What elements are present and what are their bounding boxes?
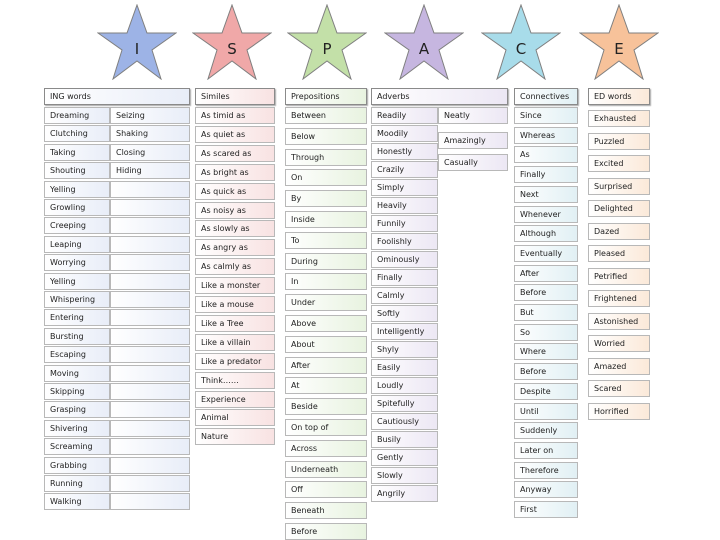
preposition-cell: In	[285, 273, 367, 290]
ing-word-cell: Running	[44, 475, 110, 492]
preposition-cell: Under	[285, 294, 367, 311]
preposition-cell: Before	[285, 523, 367, 540]
ing-word-cell	[110, 401, 190, 418]
ing-word-cell: Shivering	[44, 420, 110, 437]
connective-cell: Before	[514, 363, 578, 380]
adverb-cell: Casually	[438, 154, 508, 171]
simile-cell: As scared as	[195, 145, 275, 162]
ing-word-cell	[110, 254, 190, 271]
star-s	[192, 4, 272, 80]
adverb-cell: Amazingly	[438, 132, 508, 149]
ed-word-cell: Excited	[588, 155, 650, 172]
ed-word-cell: Delighted	[588, 200, 650, 217]
ing-word-cell: Taking	[44, 144, 110, 161]
adverb-cell: Softly	[371, 305, 438, 322]
adverb-cell: Shyly	[371, 341, 438, 358]
prepositions-header: Prepositions	[285, 88, 367, 105]
connective-cell: So	[514, 324, 578, 341]
preposition-cell: About	[285, 336, 367, 353]
ing-word-cell	[110, 457, 190, 474]
ing-word-cell	[110, 493, 190, 510]
ing-word-cell	[110, 346, 190, 363]
similes-header: Similes	[195, 88, 275, 105]
ed-word-cell: Dazed	[588, 223, 650, 240]
adverb-cell: Funnily	[371, 215, 438, 232]
connective-cell: Whenever	[514, 206, 578, 223]
ing-word-cell: Dreaming	[44, 107, 110, 124]
ing-word-cell	[110, 420, 190, 437]
ing-word-cell: Escaping	[44, 346, 110, 363]
connective-cell: First	[514, 501, 578, 518]
simile-cell: As slowly as	[195, 220, 275, 237]
preposition-cell: On top of	[285, 419, 367, 436]
ing-word-cell: Walking	[44, 493, 110, 510]
connective-cell: Finally	[514, 166, 578, 183]
ing-word-cell	[110, 383, 190, 400]
ing-word-cell: Seizing	[110, 107, 190, 124]
adverb-cell: Calmly	[371, 287, 438, 304]
ed-words-header: ED words	[588, 88, 650, 105]
star-letter: P	[322, 40, 332, 58]
adverb-cell: Cautiously	[371, 413, 438, 430]
ed-word-cell: Frightened	[588, 290, 650, 307]
ing-word-cell	[110, 236, 190, 253]
star-letter: I	[134, 40, 140, 58]
ing-word-cell	[110, 365, 190, 382]
ing-word-cell	[110, 199, 190, 216]
connective-cell: As	[514, 146, 578, 163]
ed-word-cell: Petrified	[588, 268, 650, 285]
simile-cell: Like a mouse	[195, 296, 275, 313]
preposition-cell: Beneath	[285, 502, 367, 519]
connective-cell: Since	[514, 107, 578, 124]
preposition-cell: Below	[285, 128, 367, 145]
simile-cell: As bright as	[195, 164, 275, 181]
ing-word-cell: Yelling	[44, 273, 110, 290]
ing-word-cell	[110, 309, 190, 326]
star-letter: E	[614, 40, 624, 58]
adverb-cell: Gently	[371, 449, 438, 466]
adverb-cell: Ominously	[371, 251, 438, 268]
ed-word-cell: Scared	[588, 380, 650, 397]
star-header-row	[0, 0, 720, 90]
ing-word-cell: Screaming	[44, 438, 110, 455]
ing-word-cell	[110, 291, 190, 308]
connective-cell: Where	[514, 343, 578, 360]
connective-cell: Despite	[514, 383, 578, 400]
ing-word-cell: Whispering	[44, 291, 110, 308]
adverb-cell: Angrily	[371, 485, 438, 502]
adverb-cell: Loudly	[371, 377, 438, 394]
ing-word-cell: Hiding	[110, 162, 190, 179]
connective-cell: Although	[514, 225, 578, 242]
star-letter: A	[418, 40, 430, 58]
simile-cell: As timid as	[195, 107, 275, 124]
preposition-cell: To	[285, 232, 367, 249]
adverb-cell: Finally	[371, 269, 438, 286]
ed-word-cell: Horrified	[588, 403, 650, 420]
star-i	[97, 4, 177, 80]
adverb-cell: Crazily	[371, 161, 438, 178]
adverb-cell: Foolishly	[371, 233, 438, 250]
adverb-cell: Slowly	[371, 467, 438, 484]
ed-word-cell: Pleased	[588, 245, 650, 262]
star-e	[579, 4, 659, 80]
simile-cell: As angry as	[195, 239, 275, 256]
connective-cell: Next	[514, 186, 578, 203]
ing-word-cell	[110, 328, 190, 345]
ing-word-cell: Moving	[44, 365, 110, 382]
preposition-cell: By	[285, 190, 367, 207]
star-a	[384, 4, 464, 80]
connective-cell: After	[514, 265, 578, 282]
ing-word-cell: Yelling	[44, 181, 110, 198]
ing-word-cell	[110, 273, 190, 290]
preposition-cell: Above	[285, 315, 367, 332]
simile-cell: Experience	[195, 391, 275, 408]
ing-word-cell: Entering	[44, 309, 110, 326]
simile-cell: Like a Tree	[195, 315, 275, 332]
adverb-cell: Readily	[371, 107, 438, 124]
adverb-cell: Intelligently	[371, 323, 438, 340]
ing-word-cell: Shaking	[110, 125, 190, 142]
ing-header: ING words	[44, 88, 190, 105]
connective-cell: But	[514, 304, 578, 321]
connective-cell: Later on	[514, 442, 578, 459]
connective-cell: Eventually	[514, 245, 578, 262]
ing-word-cell: Grasping	[44, 401, 110, 418]
preposition-cell: Across	[285, 440, 367, 457]
ing-word-cell: Shouting	[44, 162, 110, 179]
preposition-cell: During	[285, 253, 367, 270]
ing-word-cell	[110, 217, 190, 234]
simile-cell: Like a villain	[195, 334, 275, 351]
ed-word-cell: Surprised	[588, 178, 650, 195]
ed-word-cell: Worried	[588, 335, 650, 352]
adverbs-header: Adverbs	[371, 88, 508, 105]
ing-word-cell: Bursting	[44, 328, 110, 345]
simile-cell: As quick as	[195, 183, 275, 200]
connective-cell: Anyway	[514, 481, 578, 498]
star-letter: C	[515, 40, 527, 58]
preposition-cell: Between	[285, 107, 367, 124]
adverb-cell: Simply	[371, 179, 438, 196]
connective-cell: Therefore	[514, 462, 578, 479]
preposition-cell: Underneath	[285, 461, 367, 478]
preposition-cell: At	[285, 377, 367, 394]
ing-word-cell: Worrying	[44, 254, 110, 271]
adverb-cell: Busily	[371, 431, 438, 448]
ing-word-cell: Growling	[44, 199, 110, 216]
adverb-cell: Neatly	[438, 107, 508, 124]
adverb-cell: Spitefully	[371, 395, 438, 412]
adverb-cell: Easily	[371, 359, 438, 376]
connective-cell: Whereas	[514, 127, 578, 144]
ing-word-cell	[110, 438, 190, 455]
ing-word-cell: Clutching	[44, 125, 110, 142]
ed-word-cell: Amazed	[588, 358, 650, 375]
star-letter: S	[227, 40, 237, 58]
simile-cell: As noisy as	[195, 202, 275, 219]
preposition-cell: Through	[285, 149, 367, 166]
connective-cell: Suddenly	[514, 422, 578, 439]
preposition-cell: After	[285, 357, 367, 374]
simile-cell: Think……	[195, 372, 275, 389]
simile-cell: Nature	[195, 428, 275, 445]
simile-cell: As calmly as	[195, 258, 275, 275]
connectives-header: Connectives	[514, 88, 578, 105]
adverb-cell: Honestly	[371, 143, 438, 160]
ing-word-cell: Creeping	[44, 217, 110, 234]
simile-cell: As quiet as	[195, 126, 275, 143]
preposition-cell: On	[285, 169, 367, 186]
simile-cell: Like a predator	[195, 353, 275, 370]
ing-word-cell: Skipping	[44, 383, 110, 400]
adverb-cell: Moodily	[371, 125, 438, 142]
connective-cell: Until	[514, 403, 578, 420]
star-p	[287, 4, 367, 80]
ing-word-cell: Leaping	[44, 236, 110, 253]
ing-word-cell	[110, 181, 190, 198]
ed-word-cell: Exhausted	[588, 110, 650, 127]
ed-word-cell: Astonished	[588, 313, 650, 330]
simile-cell: Like a monster	[195, 277, 275, 294]
simile-cell: Animal	[195, 409, 275, 426]
ing-word-cell: Grabbing	[44, 457, 110, 474]
ing-word-cell: Closing	[110, 144, 190, 161]
star-c	[481, 4, 561, 80]
adverb-cell: Heavily	[371, 197, 438, 214]
connective-cell: Before	[514, 284, 578, 301]
preposition-cell: Inside	[285, 211, 367, 228]
preposition-cell: Beside	[285, 398, 367, 415]
preposition-cell: Off	[285, 481, 367, 498]
ing-word-cell	[110, 475, 190, 492]
ed-word-cell: Puzzled	[588, 133, 650, 150]
